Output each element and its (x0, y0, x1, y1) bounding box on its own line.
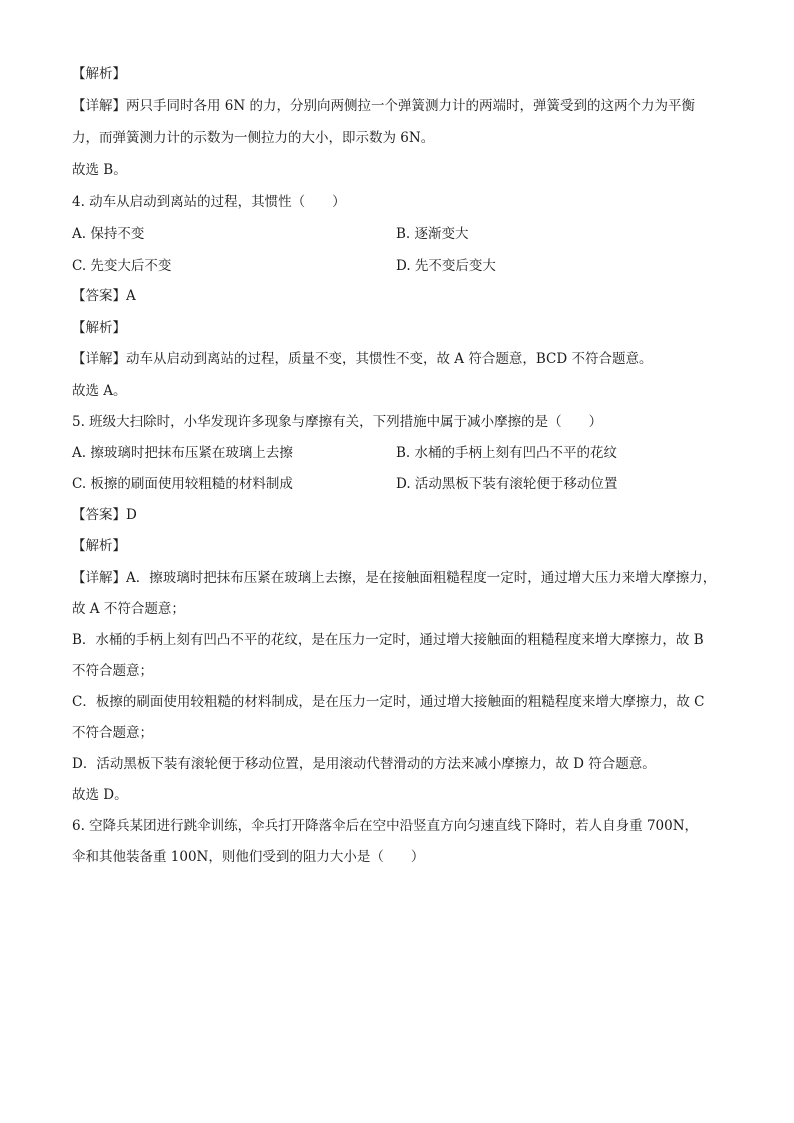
q3-conclusion: 故选 B。 (72, 162, 127, 178)
q4-option-d: D. 先不变后变大 (396, 258, 496, 274)
q3-detail-text-1: 两只手同时各用 6N 的力，分别向两侧拉一个弹簧测力计的两端时，弹簧受到的这两个力为平衡 (126, 98, 695, 114)
q3-analysis-label: 【解析】 (72, 66, 126, 82)
q4-detail-label: 【详解】 (72, 351, 126, 367)
q5-detail-a-line-1 (72, 568, 716, 590)
q5-detail-a-text: A．擦玻璃时把抹布压紧在玻璃上去擦，是在接触面粗糙程度一定时，通过增大压力来增大摩擦力， (126, 570, 717, 586)
q5-option-c: C. 板擦的刷面使用较粗糙的材料制成 (72, 476, 293, 492)
q5-detail-c-line-1: C．板擦的刷面使用较粗糙的材料制成，是在压力一定时，通过增大接触面的粗糙程度来增大摩擦力，故 C (72, 694, 705, 710)
q5-detail-c-line-2: 不符合题意； (72, 725, 153, 741)
q5-analysis-label: 【解析】 (72, 538, 126, 554)
q5-stem: 5. 班级大扫除时，小华发现许多现象与摩擦有关，下列措施中属于减小摩擦的是（ ） (72, 414, 603, 430)
q5-option-b: B. 水桶的手柄上刻有凹凸不平的花纹 (396, 445, 618, 461)
q5-conclusion: 故选 D。 (72, 787, 128, 803)
q6-stem-line-1: 6. 空降兵某团进行跳伞训练，伞兵打开降落伞后在空中沿竖直方向匀速直线下降时，若人自身重 700N， (72, 818, 699, 834)
q4-conclusion: 故选 A。 (72, 383, 127, 399)
q3-detail-line-2: 力，而弹簧测力计的示数为一侧拉力的大小，即示数为 6N。 (72, 130, 435, 146)
q3-detail-line-1 (72, 96, 695, 118)
q4-option-c: C. 先变大后不变 (72, 258, 172, 274)
q5-detail-d-line-1: D．活动黑板下装有滚轮便于移动位置，是用滚动代替滑动的方法来减小摩擦力，故 D 符合题意。 (72, 756, 656, 772)
q4-analysis-label: 【解析】 (72, 320, 126, 336)
q4-option-a: A. 保持不变 (72, 226, 145, 242)
q5-option-d: D. 活动黑板下装有滚轮便于移动位置 (396, 476, 618, 492)
q5-detail-b-line-1: B．水桶的手柄上刻有凹凸不平的花纹，是在压力一定时，通过增大接触面的粗糙程度来增大摩擦力，故 B (72, 632, 704, 648)
q5-detail-b-line-2: 不符合题意； (72, 663, 153, 679)
q5-detail-a-line-2: 故 A 不符合题意； (72, 601, 185, 617)
q6-stem-line-2: 伞和其他装备重 100N，则他们受到的阻力大小是（ ） (72, 849, 425, 865)
q3-detail-label: 【详解】 (72, 98, 126, 114)
q4-detail-text: 动车从启动到离站的过程，质量不变，其惯性不变，故 A 符合题意，BCD 不符合题意。 (126, 351, 653, 367)
q5-answer: 【答案】D (72, 507, 137, 523)
q5-detail-label: 【详解】 (72, 570, 126, 586)
q5-option-a: A. 擦玻璃时把抹布压紧在玻璃上去擦 (72, 445, 293, 461)
q4-option-b: B. 逐渐变大 (396, 226, 469, 242)
q4-detail (72, 349, 652, 371)
q4-stem: 4. 动车从启动到离站的过程，其惯性（ ） (72, 194, 346, 210)
q4-answer: 【答案】A (72, 288, 136, 304)
